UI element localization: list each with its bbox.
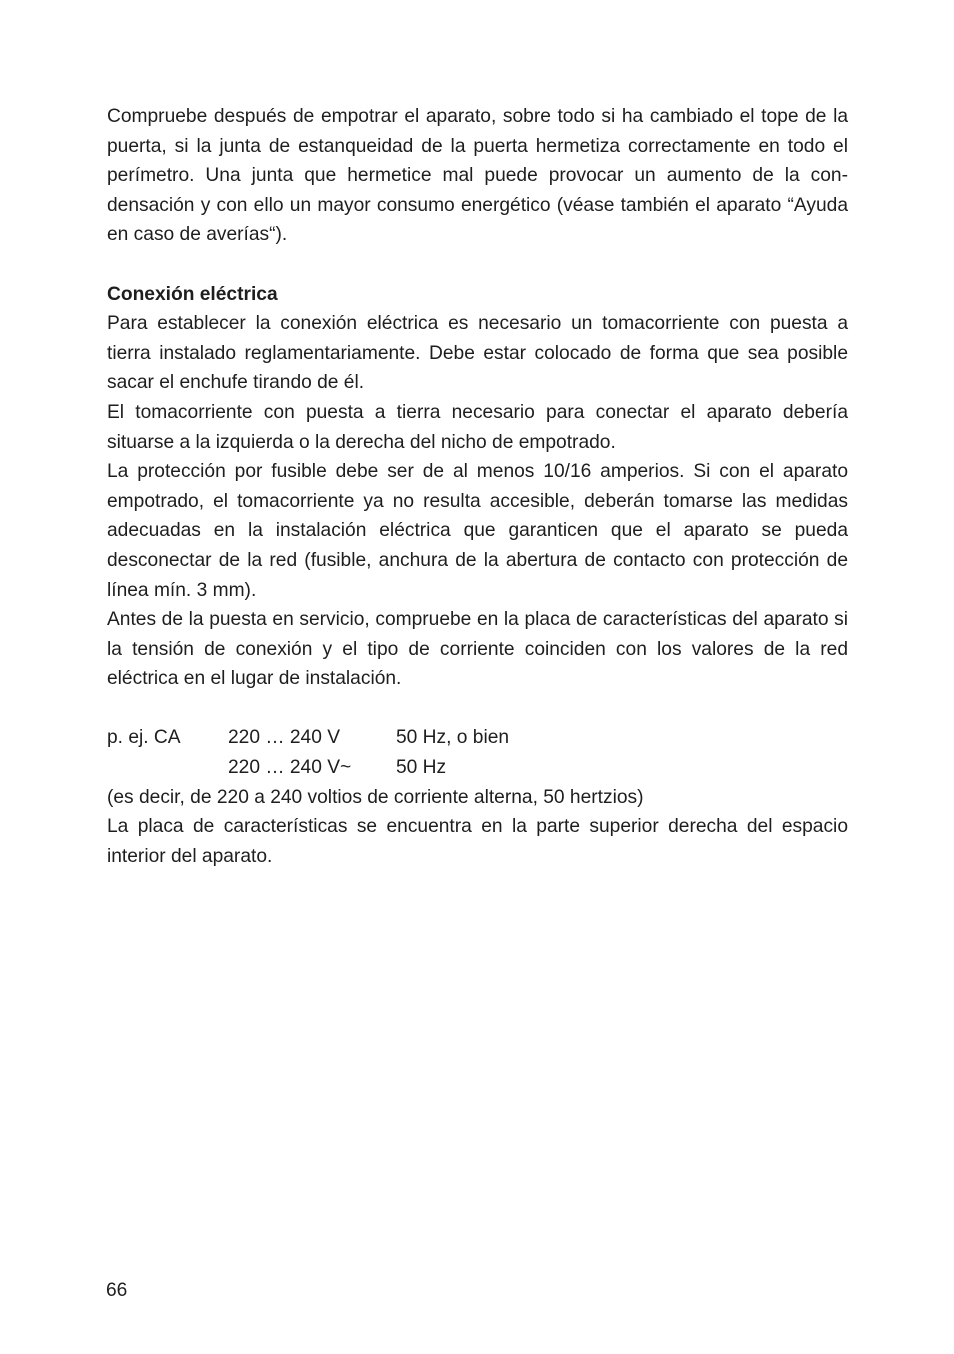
spec-voltage: 220 … 240 V~ — [228, 757, 352, 779]
spec-row — [107, 753, 848, 783]
spec-label: p. ej. CA — [107, 727, 181, 749]
spacer — [107, 694, 848, 724]
page-number: 66 — [106, 1280, 128, 1301]
page-content — [107, 102, 848, 871]
spec-voltage: 220 … 240 V — [228, 727, 341, 749]
intro-paragraph: Compruebe después de empotrar el aparato, sobre todo si ha cambiado el tope de la puerta, si la junta de estanqueidad de la puerta hermetiza correctamente en todo el perímetro. Una junta que hermetice mal puede provocar un aumento de la condensación y con ello un mayor consumo energético (véase también el aparato “Ayuda en caso de averías“). — [107, 106, 848, 246]
spacer — [107, 250, 848, 280]
spec-note: (es decir, de 220 a 240 voltios de corriente alterna, 50 hertzios) — [107, 786, 644, 808]
section-paragraph-3: La protección por fusible debe ser de al menos 10/16 amperios. Si con el aparato empotrado, el tomacorriente ya no resulta accesible, deberán tomarse las medidas adecuadas en la instalación eléctrica que garanticen que el aparato se pueda desconectar de la red (fusible, anchura de la abertura de contacto con protección de línea mín. 3 mm). — [107, 461, 848, 601]
spec-location: La placa de características se encuentra en la parte superior derecha del espacio interior del aparato. — [107, 816, 848, 867]
section-heading: Conexión eléctrica — [107, 283, 278, 305]
spec-frequency: 50 Hz, o bien — [396, 727, 510, 749]
spec-frequency: 50 Hz — [396, 757, 447, 779]
section-paragraph-4: Antes de la puesta en servicio, compruebe en la placa de características del aparato si la tensión de conexión y el tipo de corriente coinciden con los valores de la red eléctrica en el lugar de instalación. — [107, 609, 848, 690]
section-paragraph-1: Para establecer la conexión eléctrica es necesario un tomacorriente con puesta a tierra instalado reglamentariamente. Debe estar colocado de forma que sea posible sacar el enchufe tirando de él. — [107, 313, 848, 394]
spec-row — [107, 723, 848, 753]
section-paragraph-2: El tomacorriente con puesta a tierra necesario para conectar el aparato debería situarse a la izquierda o la derecha del nicho de empotrado. — [107, 401, 848, 453]
